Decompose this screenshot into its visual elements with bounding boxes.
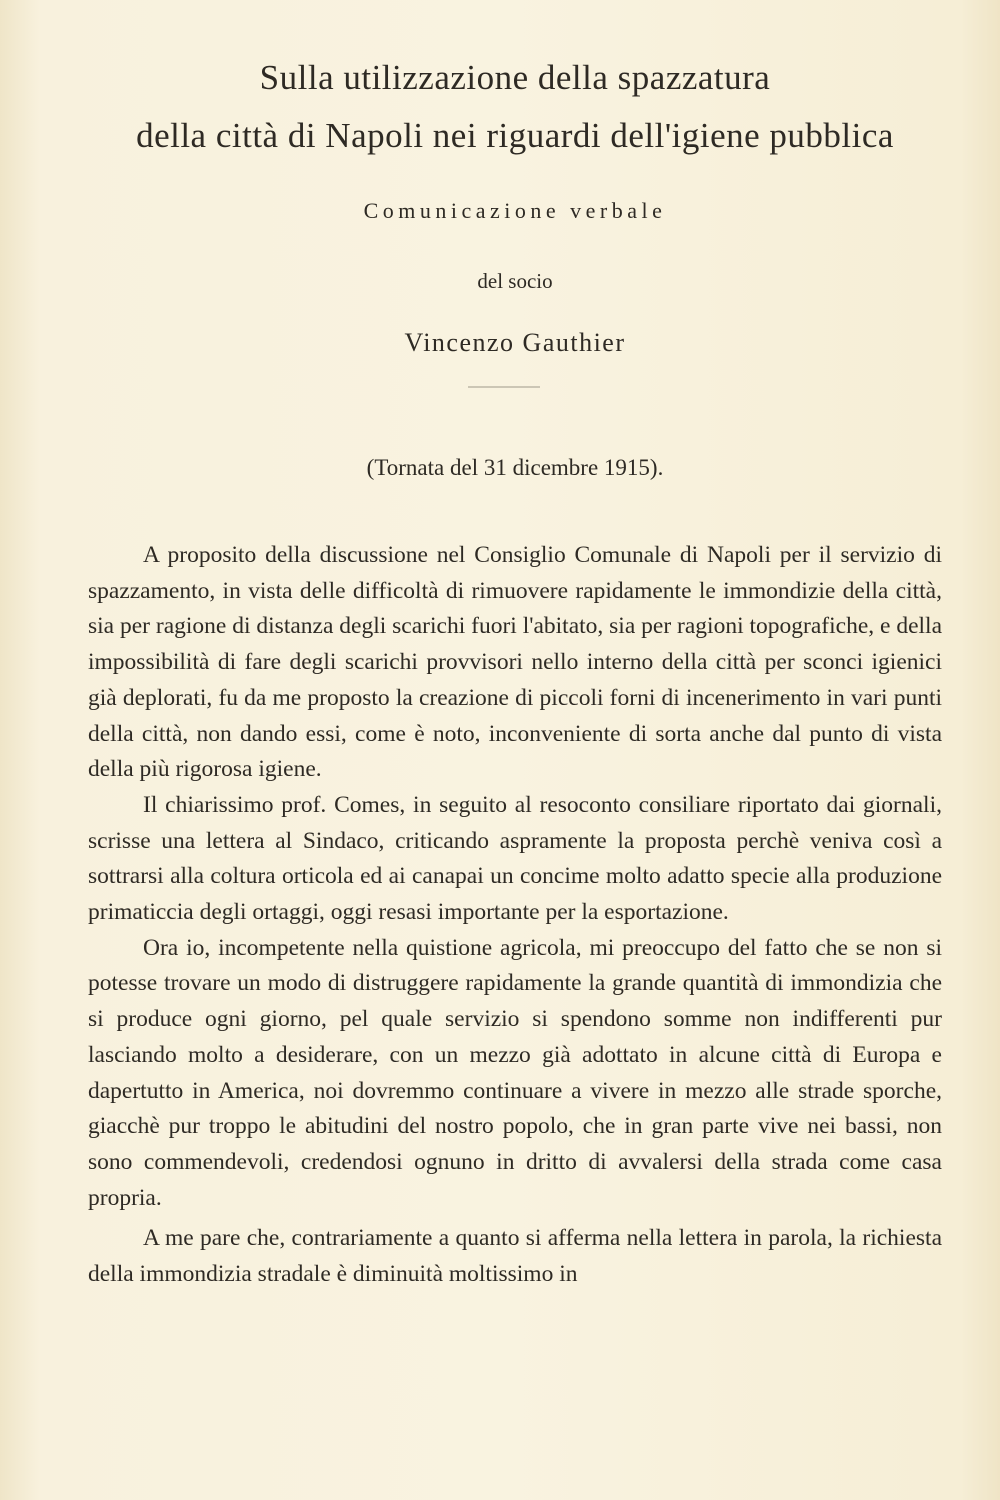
paragraph-4: A me pare che, contrariamente a quanto si afferma nella lettera in parola, la richiesta della immondizia stradale è diminuità moltissimo in — [88, 1225, 942, 1288]
session-date: (Tornata del 31 dicembre 1915). — [366, 455, 664, 480]
subtitle: Comunicazione verbale — [363, 198, 667, 223]
socio-label: del socio — [477, 269, 553, 293]
paragraph-3: Ora io, incompetente nella quistione agricola, mi preoccupo del fatto che se non si potesse trovare un modo di distruggere rapidamente la grande quantità di immondizia che si produce ogni giorno, pel quale servizio si spendono somme non indifferenti pur lasciando molto a desiderare, con un mezzo già adottato in alcune città di Europa e dapertutto in America, noi dovremmo continuare a vivere in mezzo alle strade sporche, giacchè pur troppo le abitudini del nostro popolo, che in gran parte vive nei bassi, non sono commendevoli, credendosi ognuno in dritto di avvalersi della strada come casa propria. — [88, 934, 942, 1211]
paragraph-1: A proposito della discussione nel Consiglio Comunale di Napoli per il servizio di spazzamento, in vista delle difficoltà di rimuovere rapidamente le immondizie della città, sia per ragione di distanza degli scarichi fuori l'abitato, sia per ragioni topografiche, e della impossibilità di fare degli scarichi provvisori nello interno della città per sconci igienici già deplorati, fu da me proposto la creazione di piccoli forni di incenerimento in vari punti della città, non dando essi, come è noto, inconveniente di sorta anche dal punto di vista della più rigorosa igiene. — [88, 542, 942, 783]
title-line-1: Sulla utilizzazione della spazzatura — [259, 58, 771, 97]
body-text — [88, 538, 942, 1293]
author-name: Vincenzo Gauthier — [404, 328, 626, 357]
divider — [468, 386, 540, 388]
paragraph-2: Il chiarissimo prof. Comes, in seguito al resoconto consiliare riportato dai giornali, scrisse una lettera al Sindaco, criticando aspramente la proposta perchè veniva così a sottrarsi alla coltura orticola ed ai canapai un concime molto adatto specie alla produzione primaticcia degli ortaggi, oggi resasi importante per la esportazione. — [88, 791, 942, 926]
title-line-2: della città di Napoli nei riguardi dell'igiene pubblica — [136, 116, 894, 155]
